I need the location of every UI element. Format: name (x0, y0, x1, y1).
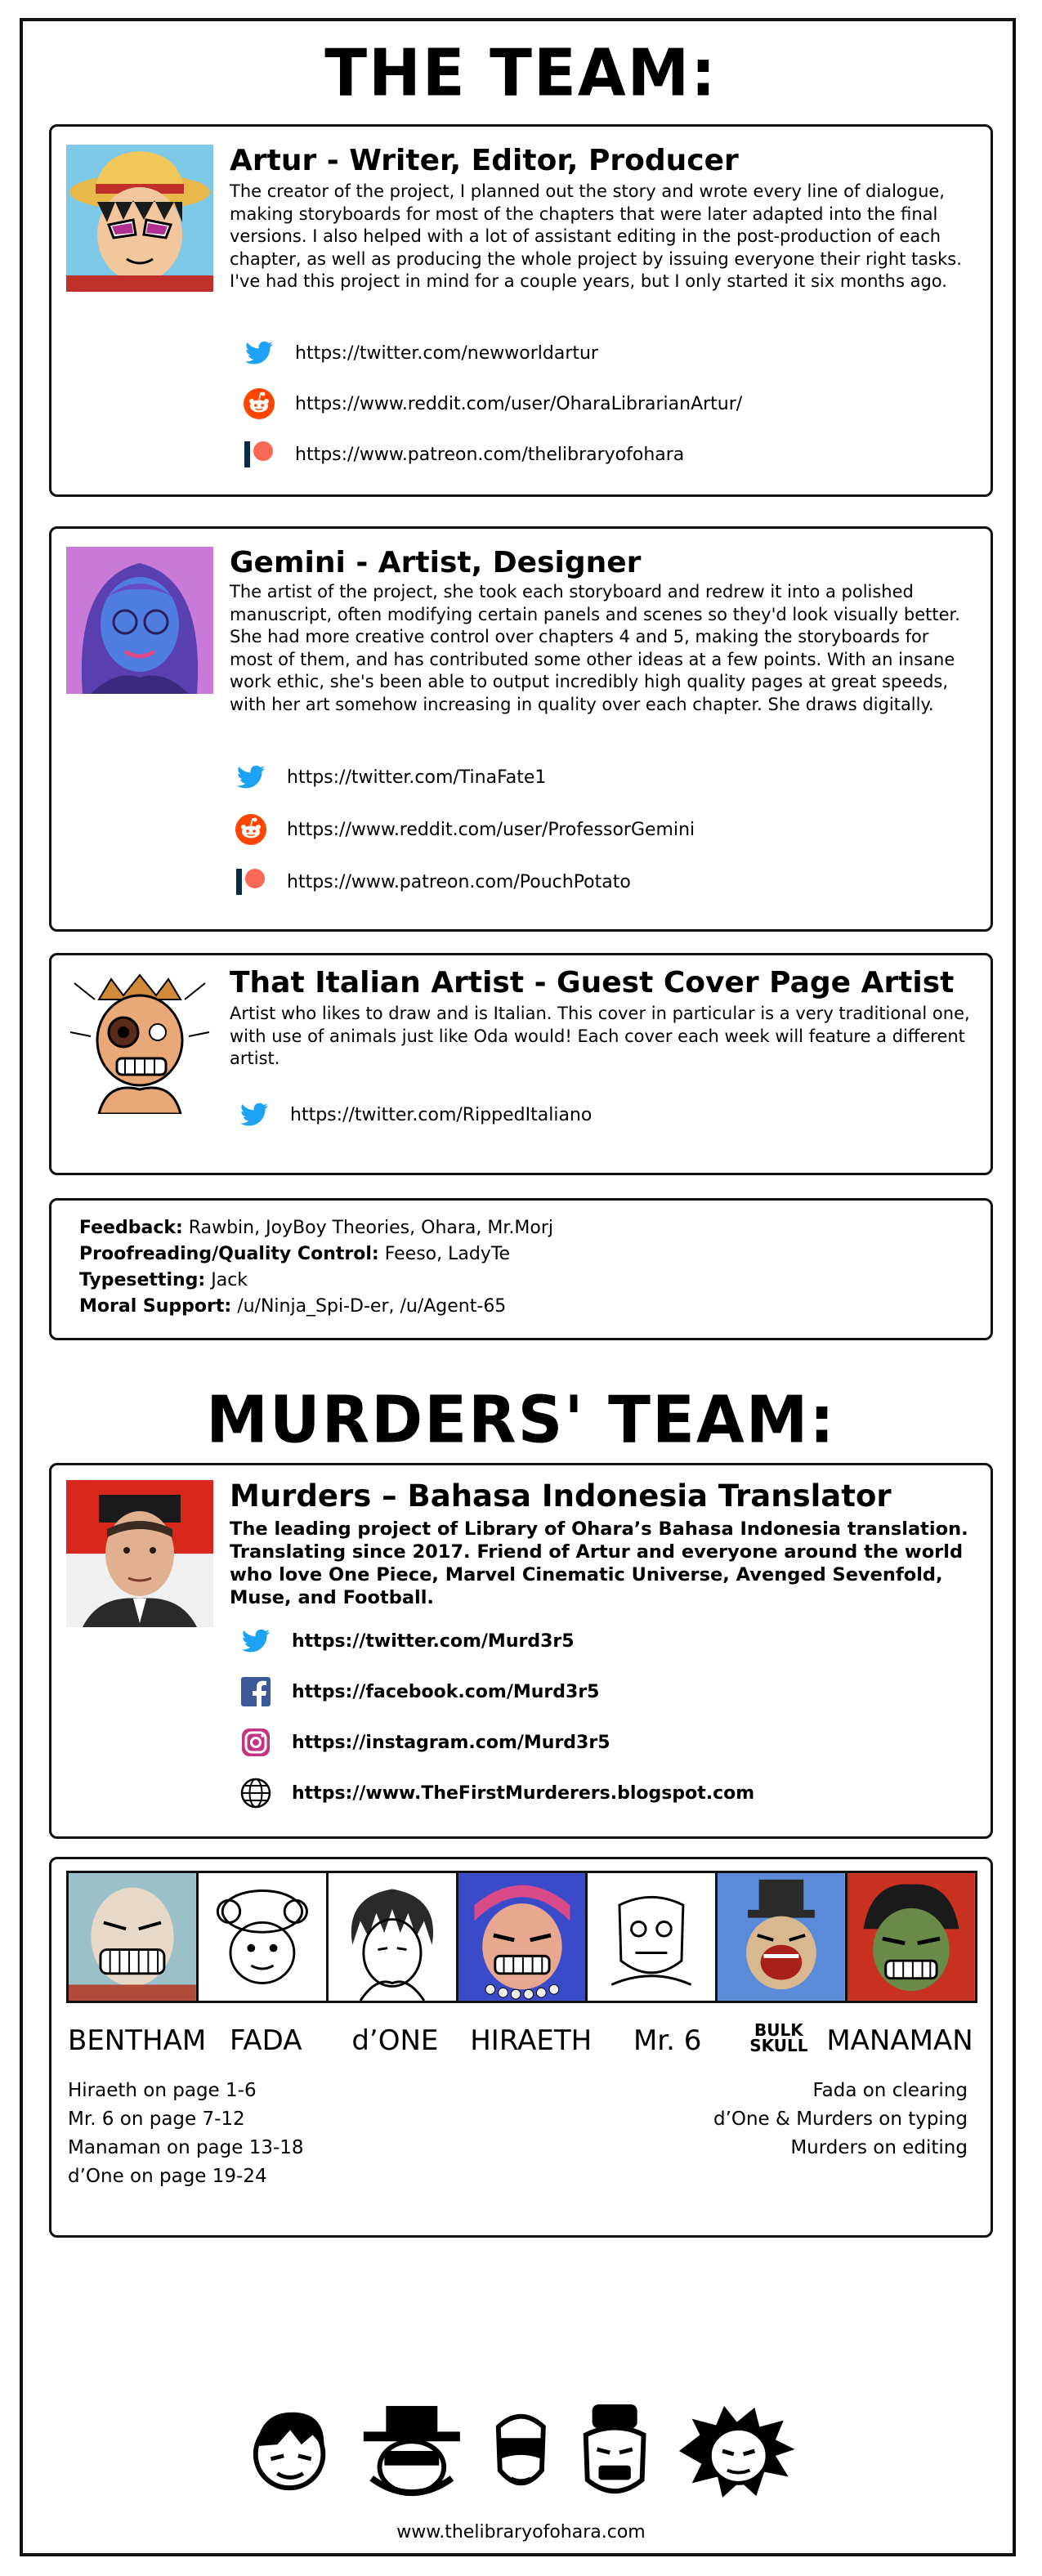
credit-line (79, 1241, 553, 1268)
member-card-gemini (49, 526, 993, 932)
translator-title: Murders – Bahasa Indonesia Translator (230, 1478, 892, 1514)
crew-name: BENTHAM (68, 2024, 207, 2057)
crew-name: HIRAETH (470, 2024, 593, 2057)
crew-roles-right (713, 2077, 968, 2162)
member-title: Gemini - Artist, Designer (230, 546, 642, 579)
bulk-skull-logo: BULK SKULL (749, 2020, 808, 2055)
crew-portrait-manaman (847, 1873, 975, 2001)
link-row[interactable] (241, 378, 742, 429)
globe-icon (238, 1775, 274, 1811)
link-row[interactable] (241, 429, 742, 480)
reddit-icon (241, 386, 277, 422)
member-title: That Italian Artist - Guest Cover Page Artist (230, 966, 955, 1000)
reddit-icon (233, 812, 269, 847)
patreon-icon (241, 436, 277, 472)
twitter-link[interactable]: https://twitter.com/newworldartur (295, 342, 598, 364)
role-line: Fada on clearing (812, 2080, 968, 2101)
artur-avatar (66, 145, 213, 292)
instagram-link[interactable]: https://instagram.com/Murd3r5 (292, 1732, 610, 1753)
murders-avatar (66, 1480, 213, 1627)
translator-description: The leading project of Library of Ohara’s Bahasa Indonesia translation. Translating since 2017. Friend of Artur and everyone around the world who love One Piece, Marvel Cinematic Universe, Avenged Sevenfold, Muse, and Football. (230, 1518, 968, 1608)
credit-line (79, 1215, 553, 1241)
website-link[interactable]: https://www.TheFirstMurderers.blogspot.com (292, 1782, 755, 1804)
credit-label: Proofreading/Quality Control: (79, 1244, 379, 1264)
link-row[interactable] (238, 1616, 754, 1666)
credit-value: Rawbin, JoyBoy Theories, Ohara, Mr.Morj (188, 1218, 553, 1238)
role-line: Manaman on page 13-18 (68, 2137, 304, 2158)
credit-label: Feedback: (79, 1218, 183, 1238)
link-row[interactable] (236, 1089, 592, 1140)
footer-logo-faces (0, 2403, 1042, 2509)
italian-artist-avatar (66, 967, 213, 1114)
footer-website-url[interactable]: www.thelibraryofohara.com (396, 2522, 646, 2542)
translator-card (49, 1463, 993, 1839)
twitter-link[interactable]: https://twitter.com/RippedItaliano (290, 1104, 593, 1125)
crew-portrait-bentham (69, 1873, 199, 2001)
facebook-link[interactable]: https://facebook.com/Murd3r5 (292, 1681, 600, 1702)
crew-name: FADA (229, 2024, 302, 2057)
credit-value: /u/Ninja_Spi-D-er, /u/Agent-65 (237, 1296, 507, 1317)
twitter-icon (236, 1097, 272, 1133)
twitter-icon (233, 759, 269, 795)
patreon-icon (233, 864, 269, 900)
twitter-link[interactable]: https://twitter.com/Murd3r5 (292, 1630, 575, 1652)
reddit-link[interactable]: https://www.reddit.com/user/OharaLibrarianArtur/ (295, 393, 743, 414)
member-description: The artist of the project, she took each storyboard and redrew it into a polished manuscript, often modifying certain panels and scenes so they'd look visually better. She had more creative control over chapters 4 and 5, making the storyboards for most of them, and has contributed some other ideas at a few points. With an insane work ethic, she's been able to output incredibly high quality pages at great speeds, with her art somehow increasing in quality over each chapter. She draws digitally. (230, 582, 960, 714)
role-line: d’One on page 19-24 (68, 2166, 267, 2187)
credit-label: Moral Support: (79, 1296, 232, 1317)
twitter-icon (238, 1623, 274, 1659)
murders-heading: MURDERS' TEAM: (206, 1380, 836, 1458)
crew-portrait-mr6 (588, 1873, 718, 2001)
credit-label: Typesetting: (79, 1270, 206, 1290)
link-row[interactable] (233, 856, 695, 908)
facebook-icon (238, 1674, 274, 1710)
footer-face-4 (575, 2403, 655, 2499)
credits-list (79, 1215, 553, 1320)
crew-portrait-hiraeth (458, 1873, 588, 2001)
instagram-icon (238, 1724, 274, 1760)
role-line: Murders on editing (790, 2137, 968, 2158)
member-description: The creator of the project, I planned out the story and wrote every line of dialogue, making storyboards for most of the chapters that were later adapted into the final versions. I also helped with a lot of assistant editing in the post-production of each chapter, as well as producing the whole project by issuing everyone their right tasks. I've had this project in mind for a couple years, but I only started it six months ago. (230, 181, 962, 291)
crew-names (68, 2020, 973, 2057)
link-row[interactable] (233, 751, 695, 803)
link-row[interactable] (238, 1666, 754, 1717)
role-line: Mr. 6 on page 7-12 (68, 2109, 245, 2130)
footer-face-3 (489, 2403, 553, 2499)
crew-name: d’ONE (351, 2024, 439, 2057)
crew-portrait-done (329, 1873, 458, 2001)
twitter-link[interactable]: https://twitter.com/TinaFate1 (287, 767, 547, 788)
crew-portrait-bulk-skull (718, 1873, 847, 2001)
member-card-italian-artist (49, 953, 993, 1175)
role-line: Hiraeth on page 1-6 (68, 2080, 257, 2101)
patreon-link[interactable]: https://www.patreon.com/thelibraryofohara (295, 444, 685, 465)
footer-face-1 (245, 2403, 333, 2499)
credit-value: Feeso, LadyTe (384, 1244, 511, 1264)
team-heading: THE TEAM: (324, 34, 718, 111)
credit-value: Jack (211, 1270, 248, 1290)
credit-line (79, 1294, 553, 1320)
gemini-avatar (66, 547, 213, 694)
patreon-link[interactable]: https://www.patreon.com/PouchPotato (287, 871, 631, 892)
crew-name: Mr. 6 (633, 2024, 702, 2057)
crew-portrait-strip (66, 1871, 977, 2003)
member-card-artur (49, 124, 993, 497)
link-row[interactable] (238, 1717, 754, 1768)
footer-face-2 (356, 2403, 468, 2499)
crew-portrait-fada (199, 1873, 329, 2001)
crew-roles-left (68, 2077, 304, 2191)
role-line: d’One & Murders on typing (713, 2109, 968, 2130)
twitter-icon (241, 335, 277, 371)
link-row[interactable] (233, 803, 695, 856)
footer-face-5 (676, 2403, 797, 2499)
member-title: Artur - Writer, Editor, Producer (230, 144, 739, 177)
credits-card (49, 1198, 993, 1340)
credit-line (79, 1268, 553, 1294)
link-row[interactable] (238, 1768, 754, 1818)
crew-card (49, 1857, 993, 2238)
crew-name: MANAMAN (826, 2024, 973, 2057)
member-description: Artist who likes to draw and is Italian. This cover in particular is a very traditional one, with use of animals just like Oda would! Each cover each week will feature a different artist. (230, 1004, 970, 1068)
link-row[interactable] (241, 328, 742, 378)
reddit-link[interactable]: https://www.reddit.com/user/ProfessorGemini (287, 819, 695, 840)
